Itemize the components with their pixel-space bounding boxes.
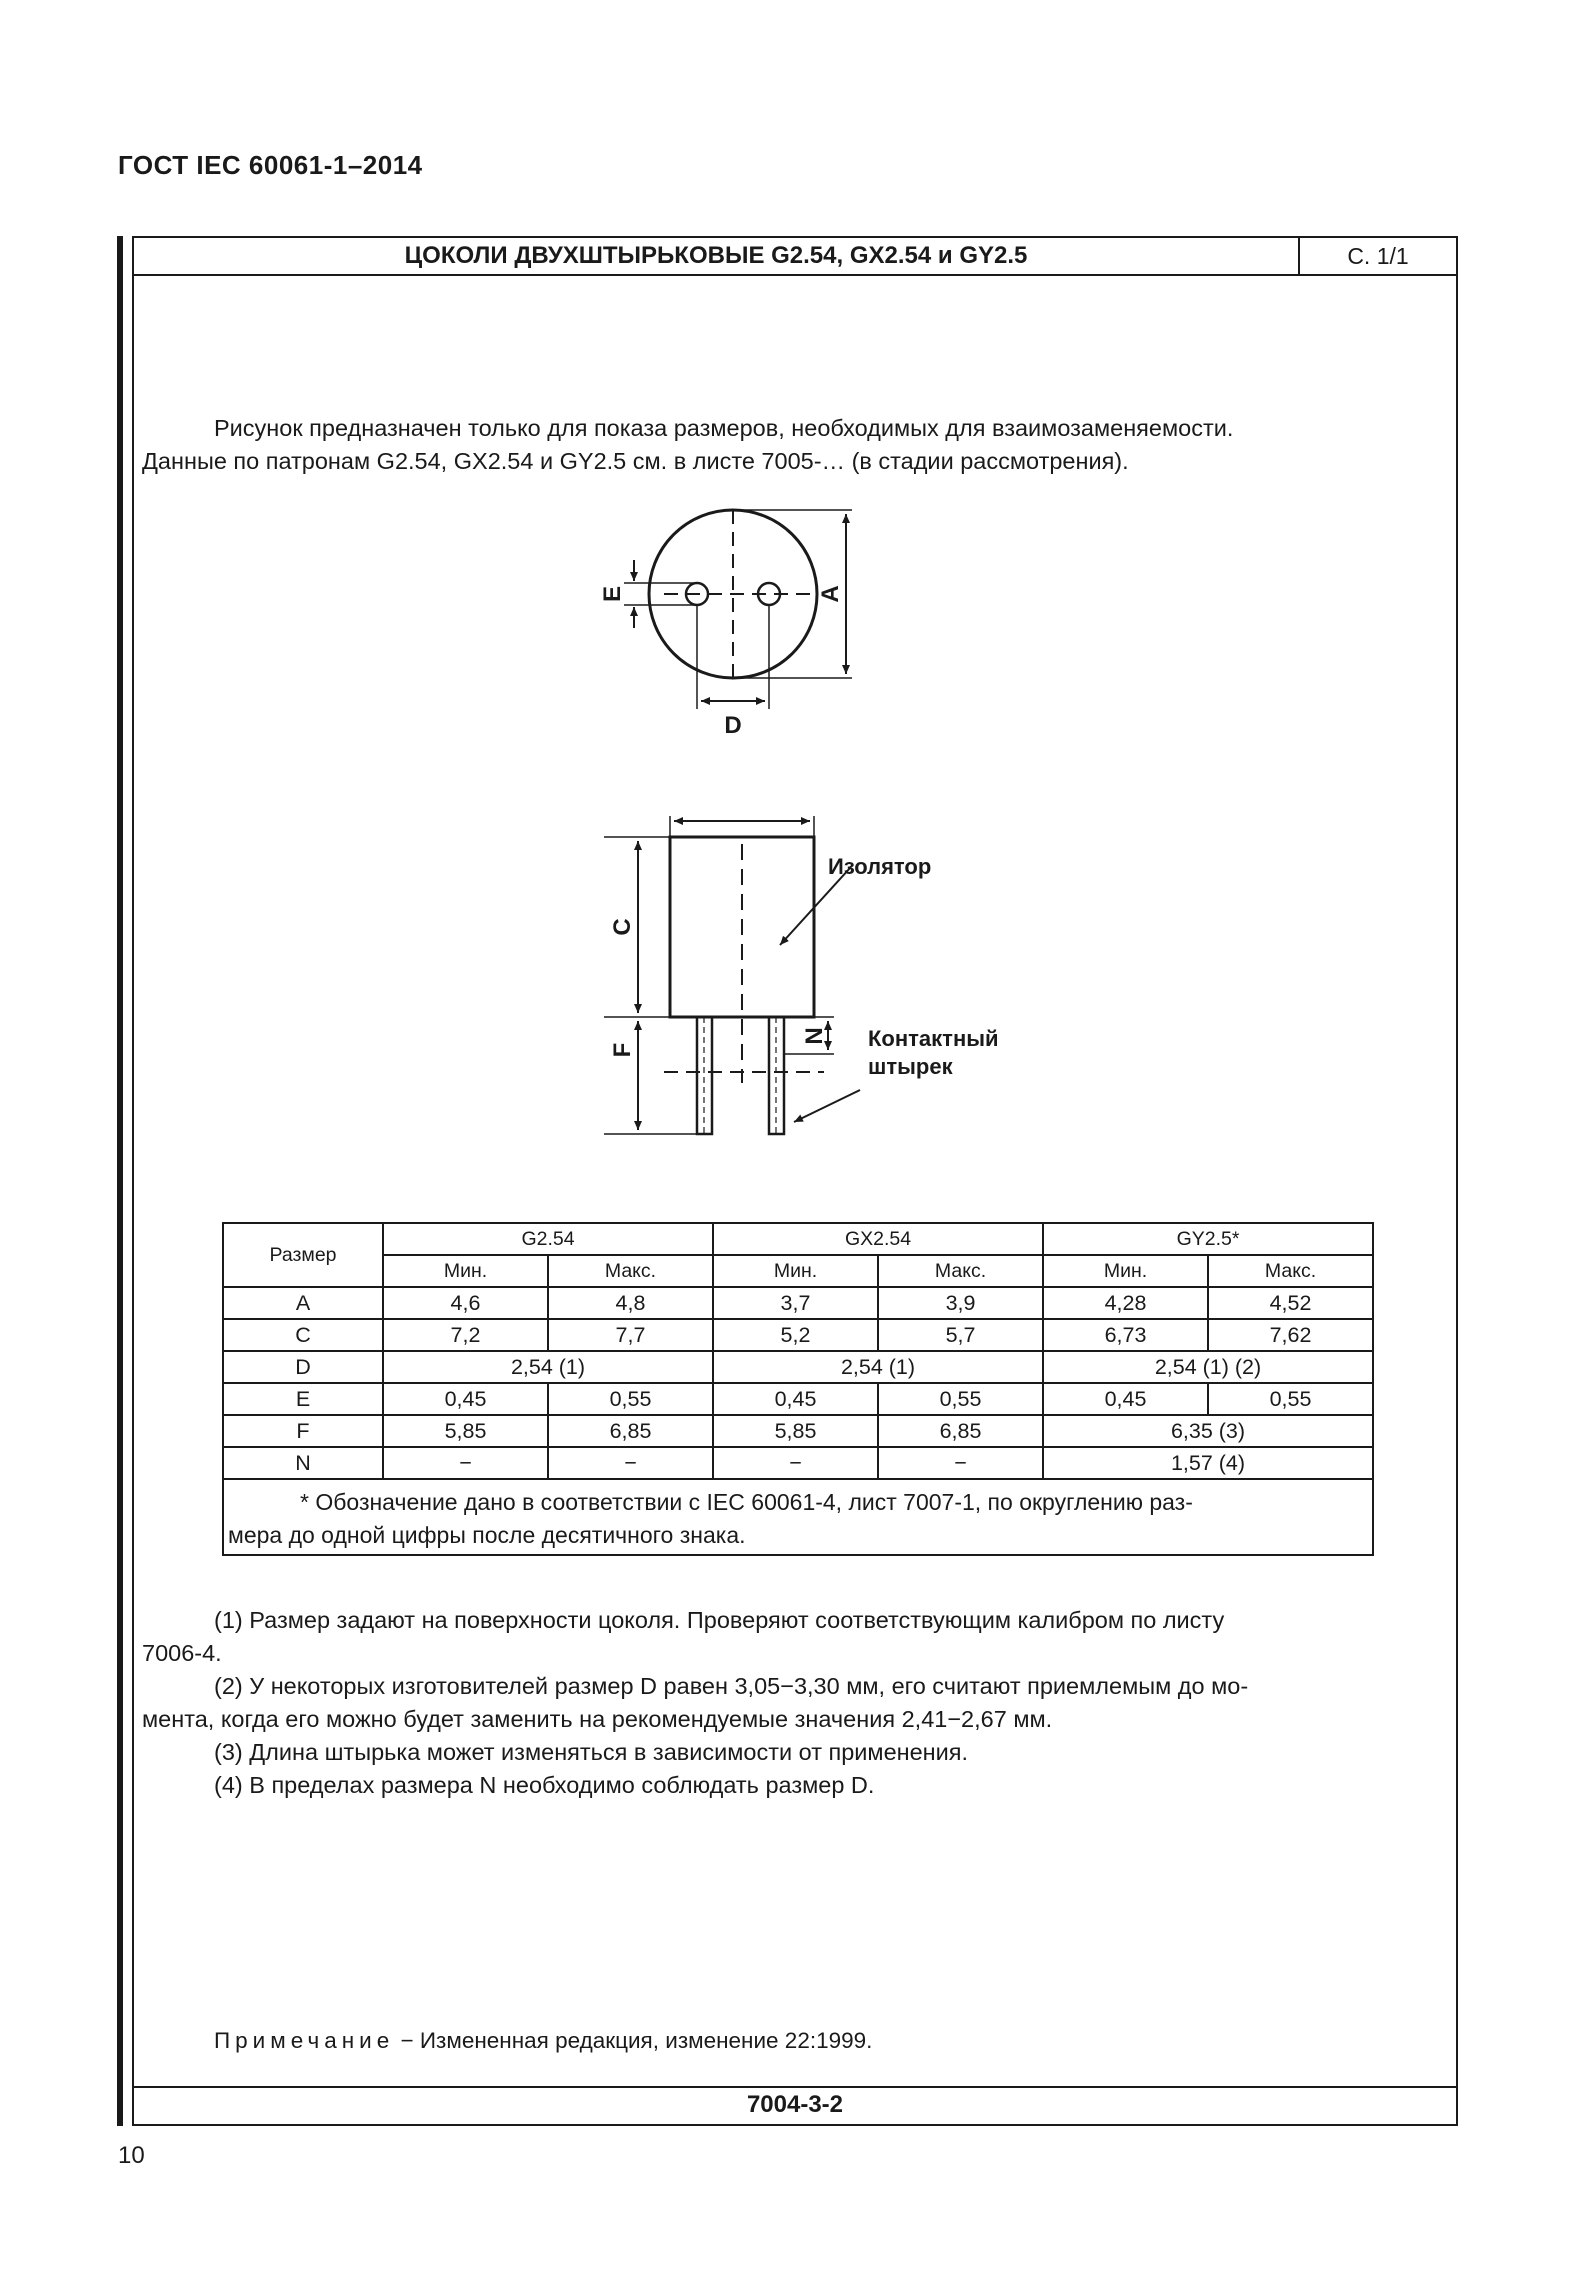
intro-line-1: Рисунок предназначен только для показа размеров, необходимых для взаимозаменяемости. [214, 415, 1234, 441]
table-row [223, 1447, 1373, 1479]
header-max: Макс. [548, 1255, 713, 1287]
pin-label-line-1: Контактный [868, 1026, 999, 1051]
table-cell: 0,45 [383, 1383, 548, 1415]
intro-line-2: Данные по патронам G2.54, GX2.54 и GY2.5 см. в листе 7005-… (в стадии рассмотрения). [142, 448, 1129, 474]
table-cell: 0,55 [548, 1383, 713, 1415]
footnote-line-1: * Обозначение дано в соответствии с IEC 60061-4, лист 7007-1, по округлению раз- [300, 1489, 1193, 1515]
note-1-line-2: 7006-4. [142, 1640, 222, 1666]
title-row [134, 238, 1456, 276]
header-gx254: GX2.54 [713, 1223, 1043, 1255]
page-number: 10 [118, 2142, 145, 2169]
header-min: Мин. [1043, 1255, 1208, 1287]
table-cell: 2,54 (1) (2) [1043, 1351, 1373, 1383]
note-2-line-1: (2) У некоторых изготовителей размер D равен 3,05−3,30 мм, его считают приемлемым до мо- [214, 1673, 1249, 1699]
table-cell: 0,55 [878, 1383, 1043, 1415]
insulator-body [670, 837, 814, 1017]
table-cell: 0,45 [1043, 1383, 1208, 1415]
table-cell: 7,2 [383, 1319, 548, 1351]
sheet-page-indicator: С. 1/1 [1347, 243, 1409, 269]
header-gy25: GY2.5* [1043, 1223, 1373, 1255]
table-cell: − [713, 1447, 878, 1479]
header-g254: G2.54 [383, 1223, 713, 1255]
table-cell: 5,7 [878, 1319, 1043, 1351]
table-cell: − [548, 1447, 713, 1479]
table-cell: 1,57 (4) [1043, 1447, 1373, 1479]
table-cell: 2,54 (1) [713, 1351, 1043, 1383]
table-cell: 6,85 [548, 1415, 713, 1447]
base-circle [649, 510, 817, 678]
note-4: (4) В пределах размера N необходимо соблюдать размер D. [214, 1772, 875, 1798]
dim-label-d: D [724, 712, 742, 739]
dim-label-c: C [609, 918, 636, 936]
table-row [223, 1287, 1373, 1319]
table-cell: 4,52 [1208, 1287, 1373, 1319]
pin-label-line-2: штырек [868, 1054, 953, 1079]
table-cell: 3,7 [713, 1287, 878, 1319]
sheet-number: 7004-3-2 [134, 2086, 1456, 2124]
table-footnote [223, 1479, 1373, 1555]
table-cell: − [383, 1447, 548, 1479]
intro-paragraph [142, 412, 1452, 478]
standard-header: ГОСТ IEC 60061-1–2014 [118, 150, 423, 180]
pin-hole-left [686, 583, 708, 605]
remark [214, 2028, 872, 2054]
table-cell: 5,2 [713, 1319, 878, 1351]
dim-label-f: F [609, 1042, 636, 1058]
header-min: Мин. [713, 1255, 878, 1287]
note-1-line-1: (1) Размер задают на поверхности цоколя. Проверяют соответствующим калибром по листу [214, 1607, 1225, 1633]
table-row [223, 1383, 1373, 1415]
table-row [223, 1351, 1373, 1383]
table-row [223, 1415, 1373, 1447]
notes-block [142, 1604, 1452, 1802]
sheet-title: ЦОКОЛИ ДВУХШТЫРЬКОВЫЕ G2.54, GX2.54 и GY2.5 [134, 238, 1300, 274]
dimensions-table [222, 1222, 1374, 1556]
note-3: (3) Длина штырька может изменяться в зависимости от применения. [214, 1739, 969, 1765]
dim-label-a: A [817, 585, 844, 603]
base-drawing [134, 238, 1456, 1158]
insulator-label: Изолятор [828, 854, 932, 879]
remark-label: Примечание [214, 2028, 395, 2053]
table-footnote-row [223, 1479, 1373, 1555]
table-cell: 6,73 [1043, 1319, 1208, 1351]
row-label: F [223, 1415, 383, 1447]
table-header-row [223, 1223, 1373, 1255]
table-cell: 7,62 [1208, 1319, 1373, 1351]
table-cell: 4,28 [1043, 1287, 1208, 1319]
footnote-line-2: мера до одной цифры после десятичного знака. [228, 1522, 746, 1548]
header-min: Мин. [383, 1255, 548, 1287]
contact-pin-right [769, 1017, 784, 1134]
row-label: C [223, 1319, 383, 1351]
table-cell: 6,85 [878, 1415, 1043, 1447]
table-cell: 4,6 [383, 1287, 548, 1319]
table-cell: − [878, 1447, 1043, 1479]
header-max: Макс. [878, 1255, 1043, 1287]
row-label: E [223, 1383, 383, 1415]
table-row [223, 1319, 1373, 1351]
note-2-line-2: мента, когда его можно будет заменить на рекомендуемые значения 2,41−2,67 мм. [142, 1706, 1053, 1732]
contact-pin-left [697, 1017, 712, 1134]
row-label: N [223, 1447, 383, 1479]
row-label: D [223, 1351, 383, 1383]
table-cell: 7,7 [548, 1319, 713, 1351]
table-cell: 0,55 [1208, 1383, 1373, 1415]
table-cell: 6,35 (3) [1043, 1415, 1373, 1447]
table-cell: 2,54 (1) [383, 1351, 713, 1383]
table-cell: 5,85 [713, 1415, 878, 1447]
table-cell: 3,9 [878, 1287, 1043, 1319]
header-size: Размер [223, 1223, 383, 1287]
change-bar [117, 236, 123, 2126]
pin-hole-right [758, 583, 780, 605]
table-cell: 0,45 [713, 1383, 878, 1415]
table-cell: 5,85 [383, 1415, 548, 1447]
sheet-frame [132, 236, 1458, 2126]
table-subheader-row [223, 1255, 1373, 1287]
remark-text: − Измененная редакция, изменение 22:1999. [394, 2028, 873, 2053]
dim-label-e: E [599, 585, 626, 603]
table-cell: 4,8 [548, 1287, 713, 1319]
dim-label-n: N [801, 1027, 828, 1045]
header-max: Макс. [1208, 1255, 1373, 1287]
row-label: A [223, 1287, 383, 1319]
